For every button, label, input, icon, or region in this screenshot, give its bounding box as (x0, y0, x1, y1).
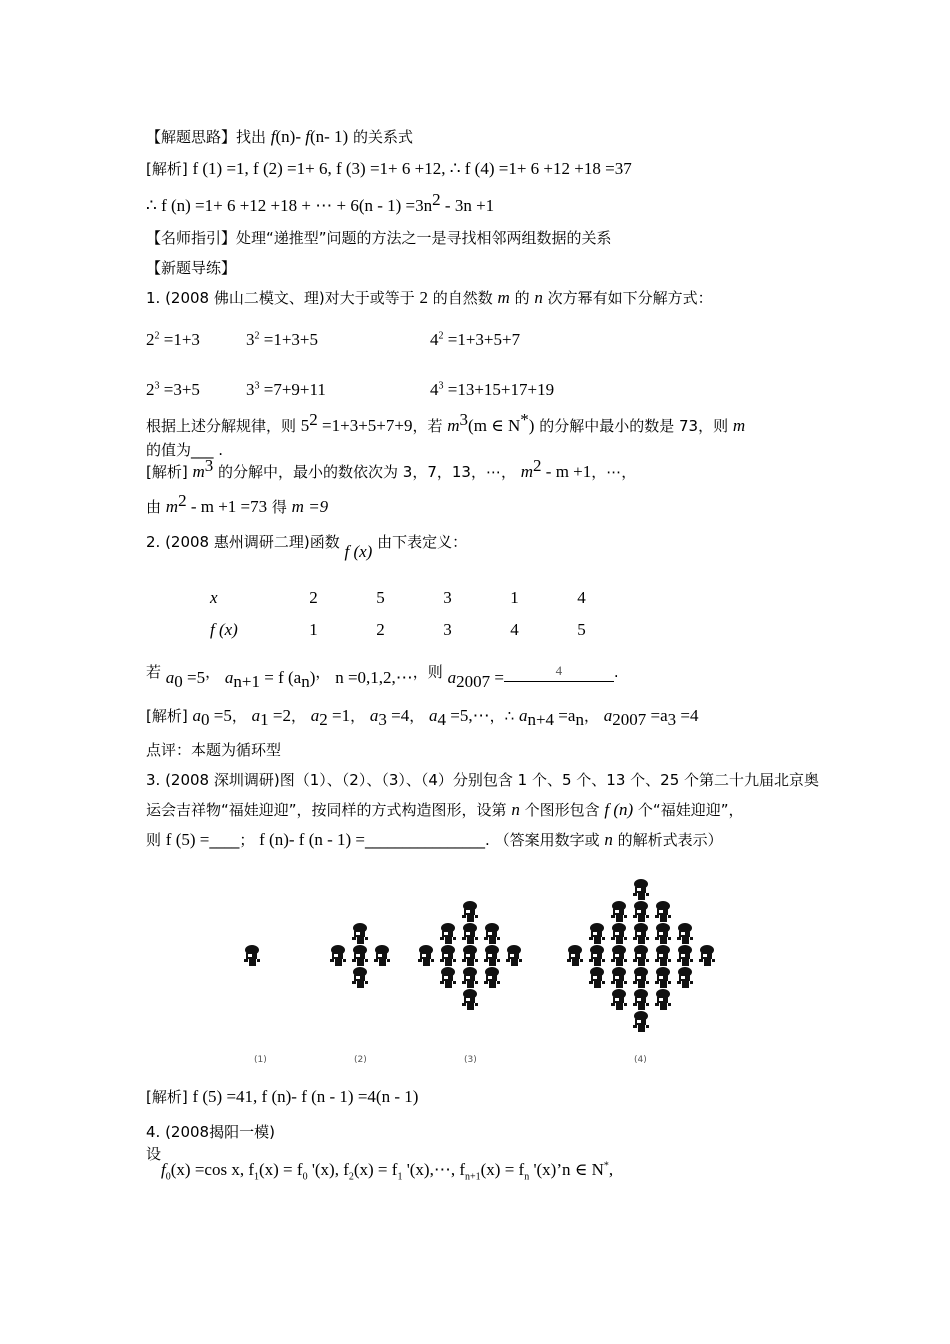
text: . （答案用数字或 (485, 831, 605, 849)
mascot-icon (633, 923, 649, 944)
figure-label-4: (4) (634, 1055, 647, 1065)
text: 次方幂有如下分解方式： (542, 289, 713, 307)
var: a (224, 668, 234, 687)
index: 3 (667, 710, 677, 729)
text: ， (231, 707, 247, 725)
star: * (520, 410, 529, 429)
figure-label-2: (2) (354, 1055, 367, 1065)
star: * (603, 1160, 609, 1172)
text: ，则 (412, 663, 448, 681)
mascot-icon (633, 879, 649, 900)
expr: (x) = f (258, 1160, 303, 1179)
text: 1. (2008 佛山二模文、理)对大于或等于 (146, 289, 420, 307)
mascot-icon (589, 967, 605, 988)
text: 由下表定义： (372, 533, 468, 551)
base: 3 (246, 380, 255, 399)
text: 由 (146, 498, 166, 516)
index: 3 (378, 710, 387, 729)
mascot-icon (655, 945, 671, 966)
problem-3-line-3 (146, 830, 723, 850)
figure-label-3: (3) (464, 1055, 477, 1065)
rhs: =3+5 (159, 380, 200, 399)
var: a (310, 706, 320, 725)
index: n (301, 672, 310, 691)
text: ，若 (412, 417, 448, 435)
text: ； (239, 831, 260, 849)
mascot-icon (677, 923, 693, 944)
formula: - 3n +1 (440, 196, 495, 215)
expr: =5,⋯ (446, 706, 490, 725)
expr: '(x), f (307, 1160, 349, 1179)
formula: f (1) =1, f (2) =1+ 6, f (3) =1+ 6 +12, ∴ f (4) =1+ 6 +12 +18 =37 (192, 159, 632, 178)
mascot-icon (462, 967, 478, 988)
expr: (n- 1) (309, 127, 349, 146)
expr: =2 (268, 706, 291, 725)
eq-r2-c2 (246, 380, 326, 400)
expr: (n)- (275, 127, 306, 146)
base: 2 (146, 330, 155, 349)
text: 得 (267, 498, 292, 516)
eq-r1-c2 (246, 330, 318, 350)
exp: 2 (154, 330, 160, 342)
text: 设 (146, 1145, 162, 1163)
mascot-icon (655, 901, 671, 922)
mascot-icon (633, 945, 649, 966)
expr: (x) = f (353, 1160, 398, 1179)
var: a (369, 706, 379, 725)
expr: '(x) (529, 1160, 557, 1179)
text: ， (583, 707, 599, 725)
mascot-icon (462, 923, 478, 944)
eq-r1-c1 (146, 330, 200, 350)
problem-2 (146, 532, 468, 561)
index: 1 (260, 710, 269, 729)
exp: 2 (438, 330, 444, 342)
expr: =5 (209, 706, 232, 725)
exp: 2 (533, 456, 542, 475)
expr: =a (554, 706, 576, 725)
mascot-icon (352, 923, 368, 944)
var: a (429, 706, 438, 725)
mascot-icon (633, 989, 649, 1010)
var: a (447, 668, 457, 687)
expr: =4 (676, 706, 699, 725)
text: 运会吉祥物“福娃迎迎”，按同样的方式构造图形，设第 (146, 801, 512, 819)
base: 3 (246, 330, 255, 349)
comma: , (608, 1160, 614, 1179)
text: . (613, 663, 619, 681)
expr: = f (a (260, 668, 302, 687)
analysis-p1 (146, 456, 637, 482)
answer-blank: 4 (504, 661, 614, 682)
mascot-icon (611, 945, 627, 966)
func: f (x) (344, 542, 373, 561)
analysis-p1-result (146, 491, 329, 517)
eq-r2-c3 (430, 380, 554, 400)
problem-2-statement (146, 662, 619, 691)
base: 2 (146, 380, 155, 399)
mascot-icon (611, 967, 627, 988)
mascot-icon (440, 923, 456, 944)
var: n (511, 800, 520, 819)
table-row (210, 582, 615, 614)
mascot-icon (506, 945, 522, 966)
mascot-icon (677, 945, 693, 966)
answer-blank: ____ (209, 831, 240, 849)
mascot-icon (655, 967, 671, 988)
table-cell: 2 (376, 620, 385, 639)
mascot-icon (462, 901, 478, 922)
index: 0 (302, 1171, 308, 1183)
exp: 2 (254, 330, 260, 342)
text: 若 (146, 663, 166, 681)
index: 1 (397, 1171, 403, 1183)
paren: ) (528, 416, 535, 435)
index: 0 (200, 710, 210, 729)
analysis-label: [解析] (146, 160, 193, 178)
table-cell: 4 (577, 588, 586, 607)
text: . (213, 441, 224, 459)
index: 2007 (456, 672, 491, 691)
mascot-icon (677, 967, 693, 988)
table-header-fx: f (x) (210, 620, 238, 639)
mascot-icon (655, 989, 671, 1010)
problem-3-line-2 (146, 800, 743, 820)
formula-line (146, 190, 495, 216)
expr: - m +1 =73 (186, 497, 268, 516)
text: 根据上述分解规律，则 (146, 417, 301, 435)
exp: 3 (154, 380, 160, 392)
analysis-p2 (146, 706, 699, 729)
sep: ’ (556, 1160, 563, 1179)
var: m (192, 462, 205, 481)
text: 的分解中最小的数是 73，则 (534, 417, 733, 435)
paren: ) (309, 668, 316, 687)
figure-label-1: (1) (254, 1055, 267, 1065)
var: a (165, 668, 175, 687)
index: 0 (165, 1171, 171, 1183)
table-cell: 3 (443, 620, 452, 639)
mascot-icon (633, 901, 649, 922)
thinking-line (146, 127, 413, 147)
problem-1-line-2 (146, 410, 746, 436)
text: ， (315, 663, 331, 681)
formula: ∴ f (n) =1+ 6 +12 +18 + ⋯ + 6(n - 1) =3n (146, 196, 433, 215)
rhs: =1+3 (159, 330, 200, 349)
analysis-label: [解析] (146, 1088, 193, 1106)
mascot-icon (484, 967, 500, 988)
eq-r1-c3 (430, 330, 520, 350)
var: m (165, 497, 179, 516)
expr: n =0,1,2,⋯ (335, 668, 413, 687)
mascot-icon (440, 967, 456, 988)
expr: (x) =cos x, f (170, 1160, 254, 1179)
mascot-icon (418, 945, 434, 966)
index: n (575, 710, 584, 729)
answer-blank: ___ (191, 441, 214, 459)
mascot-icon (655, 923, 671, 944)
var: m (732, 416, 746, 435)
expr: f (5) = (165, 830, 210, 849)
problem-1 (146, 288, 713, 308)
exp: 3 (204, 456, 214, 475)
table-cell: 5 (376, 588, 385, 607)
var: a (251, 706, 261, 725)
mascot-icon (699, 945, 715, 966)
text: ，⋯， (591, 463, 637, 481)
text: 则 (146, 831, 166, 849)
var: a (603, 706, 613, 725)
mascot-icon (462, 945, 478, 966)
expr: (m ∈ N (468, 416, 521, 435)
var: n (534, 288, 543, 307)
mascot-icon (611, 989, 627, 1010)
expr: =4 (386, 706, 410, 725)
mascot-icon (484, 923, 500, 944)
problem-3-line-1: 3. (2008 深圳调研)图（1）、（2）、（3）、（4）分别包含 1 个、5 个、13 个、25 个第二十九届北京奥 (146, 771, 820, 789)
text: 的自然数 (428, 289, 498, 307)
base: 4 (430, 380, 439, 399)
text: 的关系式 (348, 128, 413, 146)
exp: 2 (178, 491, 187, 510)
mascot-icon (589, 945, 605, 966)
table-cell: 2 (309, 588, 318, 607)
expr: (x) = f (480, 1160, 525, 1179)
index: 2 (348, 1171, 354, 1183)
index: n+4 (527, 710, 555, 729)
text: ， (409, 707, 425, 725)
index: 2 (319, 710, 328, 729)
mascot-icon (567, 945, 583, 966)
text: 的分解中，最小的数依次为 3，7，13，⋯， (213, 463, 521, 481)
var: n (604, 830, 613, 849)
mascot-icon (462, 989, 478, 1010)
index: 2007 (612, 710, 647, 729)
mascot-icon (611, 923, 627, 944)
var: m (520, 462, 534, 481)
func: f (n) (604, 800, 634, 819)
expr: =a (646, 706, 668, 725)
index: n+1 (464, 1171, 481, 1183)
text: 2. (2008 惠州调研二理)函数 (146, 533, 345, 551)
index: 1 (253, 1171, 259, 1183)
text: 个“福娃迎迎”， (633, 801, 744, 819)
index: 0 (174, 672, 183, 691)
mascot-icon (589, 923, 605, 944)
rhs: =1+3+5 (259, 330, 319, 349)
table-cell: 1 (309, 620, 318, 639)
teacher-guide: 【名师指引】处理“递推型”问题的方法之一是寻找相邻两组数据的关系 (146, 229, 612, 247)
text: 的解析式表示） (612, 831, 723, 849)
exponent: 2 (432, 190, 441, 209)
rhs: =7+9+11 (259, 380, 326, 399)
formula (161, 1160, 614, 1183)
table-cell: 3 (443, 588, 452, 607)
text: ， (290, 707, 306, 725)
table-cell: 1 (510, 588, 519, 607)
mascot-icon (611, 901, 627, 922)
rhs: =1+3+5+7+9 (317, 416, 413, 435)
thinking-label: 【解题思路】找出 (146, 128, 271, 146)
expr: =5 (182, 668, 206, 687)
analysis-line-1 (146, 159, 632, 179)
mascot-icon (440, 945, 456, 966)
expr: = (490, 668, 504, 687)
num: 2 (419, 288, 428, 307)
function-table (210, 582, 615, 646)
problem-4: 4. (2008揭阳一模) (146, 1123, 275, 1141)
eq-r2-c1 (146, 380, 200, 400)
expr: - m +1 (541, 462, 592, 481)
base: 4 (430, 330, 439, 349)
text: 的 (509, 289, 535, 307)
mascot-icon (374, 945, 390, 966)
mascot-icon (330, 945, 346, 966)
var: a (518, 706, 528, 725)
exp: 3 (438, 380, 444, 392)
expr: f (n)- f (n - 1) = (259, 830, 366, 849)
rhs: =1+3+5+7 (443, 330, 521, 349)
expr: =1 (327, 706, 351, 725)
exp: 2 (309, 410, 318, 429)
index: 4 (437, 710, 447, 729)
text: ， (205, 663, 221, 681)
text: ， (350, 707, 366, 725)
mascot-icon (244, 945, 260, 966)
text: 的值为 (146, 441, 192, 459)
problem-4-statement (146, 1145, 614, 1183)
answer-blank: ________________ (365, 831, 486, 849)
table-cell: 4 (510, 620, 519, 639)
mascot-icon (352, 945, 368, 966)
formula: f (5) =41, f (n)- f (n - 1) =4(n - 1) (192, 1087, 419, 1106)
var: m (497, 288, 510, 307)
index: n+1 (233, 672, 261, 691)
mascot-figures-group (244, 879, 715, 1032)
f-symbol: f (305, 127, 310, 146)
mascot-icon (633, 967, 649, 988)
var: a (192, 706, 201, 725)
analysis-label: [解析] (146, 463, 193, 481)
expr: n ∈ N (562, 1160, 604, 1179)
table-cell: 5 (577, 620, 586, 639)
exp: 3 (254, 380, 260, 392)
text: 个图形包含 (519, 801, 605, 819)
mascot-figure (230, 862, 730, 1067)
mascot-icon (484, 945, 500, 966)
comment-p2: 点评：本题为循环型 (146, 741, 282, 759)
text: ，∴ (489, 707, 519, 725)
exp: 3 (459, 410, 469, 429)
result: m =9 (291, 497, 329, 516)
table-header-x: x (210, 588, 218, 607)
index: n (524, 1171, 530, 1183)
f-symbol: f (270, 127, 276, 146)
mascot-icon (352, 967, 368, 988)
rhs: =13+15+17+19 (443, 380, 555, 399)
f: f (161, 1160, 166, 1179)
expr: '(x),⋯, f (402, 1160, 465, 1179)
table-row (210, 614, 615, 646)
base: 5 (300, 416, 310, 435)
new-exercise-heading: 【新题导练】 (146, 259, 237, 277)
analysis-label: [解析] (146, 707, 193, 725)
analysis-p3 (146, 1087, 418, 1107)
mascot-icon (633, 1011, 649, 1032)
var: m (447, 416, 460, 435)
